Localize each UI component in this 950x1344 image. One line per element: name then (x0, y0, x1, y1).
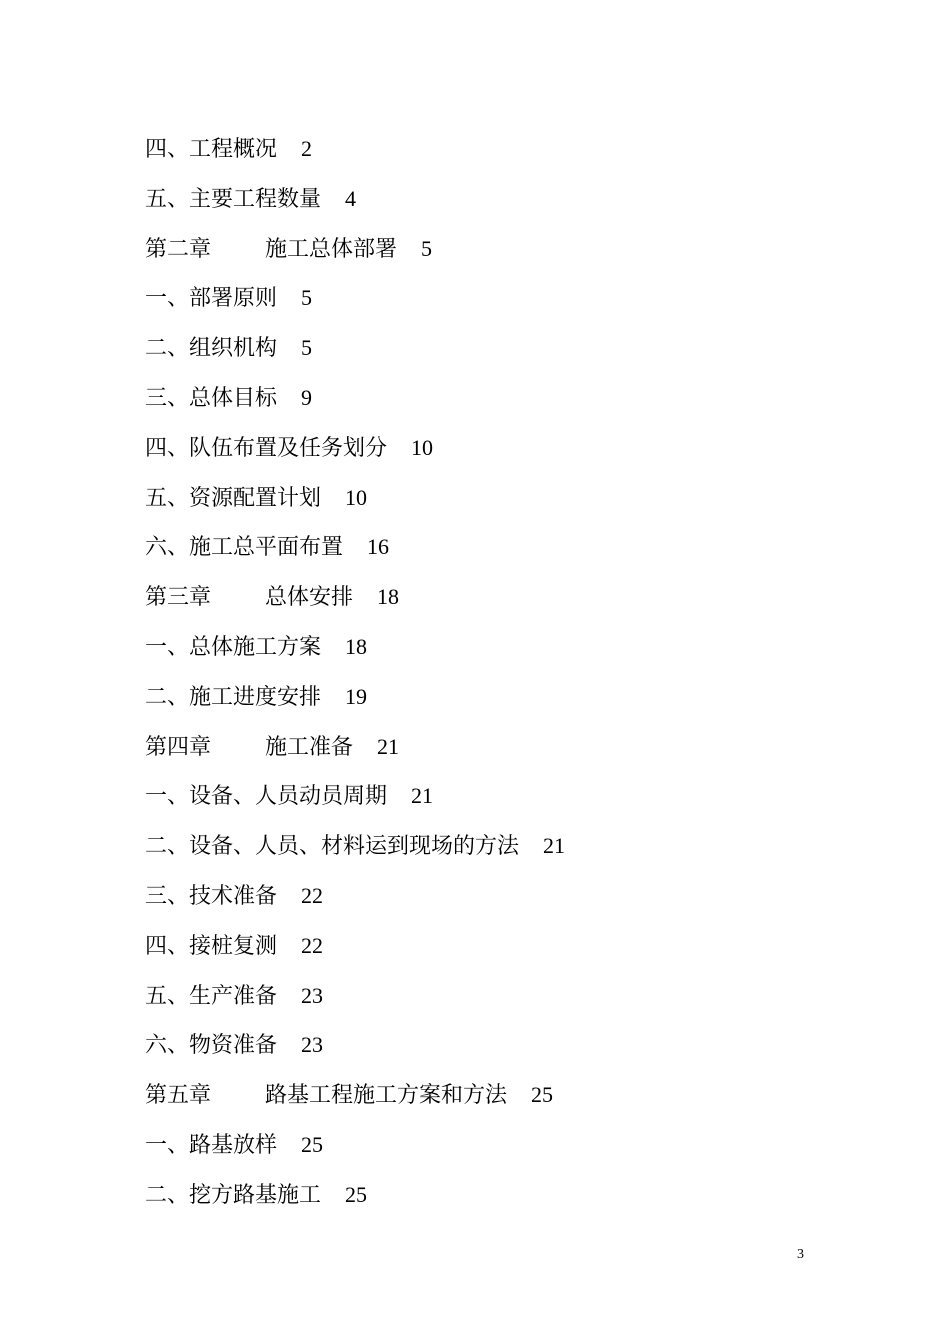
entry-title: 二、施工进度安排 (145, 684, 322, 710)
entry-title: 一、部署原则 (145, 286, 278, 312)
toc-chapter-entry (145, 726, 565, 776)
entry-page-number: 5 (421, 235, 433, 261)
entry-title: 二、组织机构 (145, 336, 278, 362)
toc-section-entry (145, 427, 565, 477)
entry-title: 四、队伍布置及任务划分 (145, 435, 388, 461)
entry-page-number: 2 (301, 136, 313, 161)
toc-section-entry (145, 875, 565, 925)
table-of-contents (145, 128, 565, 1224)
entry-page-number: 23 (301, 982, 324, 1008)
entry-page-number: 25 (301, 1131, 324, 1157)
entry-page-number: 23 (301, 1032, 324, 1058)
toc-chapter-entry (145, 576, 565, 626)
toc-section-entry (145, 825, 565, 875)
toc-section-entry (145, 1174, 565, 1224)
entry-title: 三、总体目标 (145, 385, 278, 411)
entry-title: 五、资源配置计划 (145, 485, 322, 511)
toc-section-entry (145, 327, 565, 377)
entry-title: 三、技术准备 (145, 883, 278, 909)
page-number: 3 (797, 1247, 804, 1262)
entry-title: 五、生产准备 (145, 983, 278, 1009)
entry-page-number: 21 (543, 833, 566, 859)
entry-title: 施工总体部署 (265, 236, 398, 262)
entry-page-number: 19 (345, 683, 368, 709)
toc-section-entry (145, 477, 565, 527)
toc-section-entry (145, 626, 565, 676)
entry-page-number: 21 (377, 733, 400, 759)
chapter-label: 第二章 (145, 236, 212, 262)
entry-title: 路基工程施工方案和方法 (265, 1083, 508, 1109)
entry-page-number: 22 (301, 932, 324, 958)
toc-section-entry (145, 925, 565, 975)
toc-section-entry (145, 775, 565, 825)
entry-title: 二、设备、人员、材料运到现场的方法 (145, 834, 520, 860)
entry-page-number: 9 (301, 384, 313, 410)
toc-chapter-entry (145, 228, 565, 278)
entry-title: 一、总体施工方案 (145, 634, 322, 660)
entry-title: 四、工程概况 (145, 137, 278, 162)
entry-page-number: 10 (345, 484, 368, 510)
entry-page-number: 21 (411, 783, 434, 809)
entry-page-number: 18 (345, 633, 368, 659)
toc-section-entry (145, 526, 565, 576)
toc-section-entry (145, 128, 565, 178)
entry-title: 一、路基放样 (145, 1132, 278, 1158)
entry-title: 四、接桩复测 (145, 933, 278, 959)
entry-page-number: 16 (367, 534, 390, 560)
chapter-label: 第五章 (145, 1083, 212, 1109)
toc-section-entry (145, 377, 565, 427)
entry-title: 六、物资准备 (145, 1033, 278, 1059)
entry-page-number: 10 (411, 434, 434, 460)
entry-title: 总体安排 (265, 585, 354, 611)
entry-title: 二、挖方路基施工 (145, 1182, 322, 1208)
entry-page-number: 25 (531, 1082, 554, 1108)
toc-section-entry (145, 1124, 565, 1174)
toc-section-entry (145, 178, 565, 228)
entry-page-number: 5 (301, 285, 313, 311)
toc-chapter-entry (145, 1074, 565, 1124)
entry-page-number: 5 (301, 335, 313, 361)
toc-section-entry (145, 1024, 565, 1074)
entry-page-number: 22 (301, 882, 324, 908)
chapter-label: 第三章 (145, 585, 212, 611)
entry-page-number: 18 (377, 584, 400, 610)
toc-section-entry (145, 975, 565, 1025)
entry-page-number: 25 (345, 1181, 368, 1207)
entry-page-number: 4 (345, 185, 357, 211)
entry-title: 施工准备 (265, 734, 354, 760)
chapter-label: 第四章 (145, 734, 212, 760)
toc-section-entry (145, 277, 565, 327)
entry-title: 六、施工总平面布置 (145, 535, 344, 561)
entry-title: 五、主要工程数量 (145, 186, 322, 212)
toc-section-entry (145, 676, 565, 726)
entry-title: 一、设备、人员动员周期 (145, 784, 388, 810)
